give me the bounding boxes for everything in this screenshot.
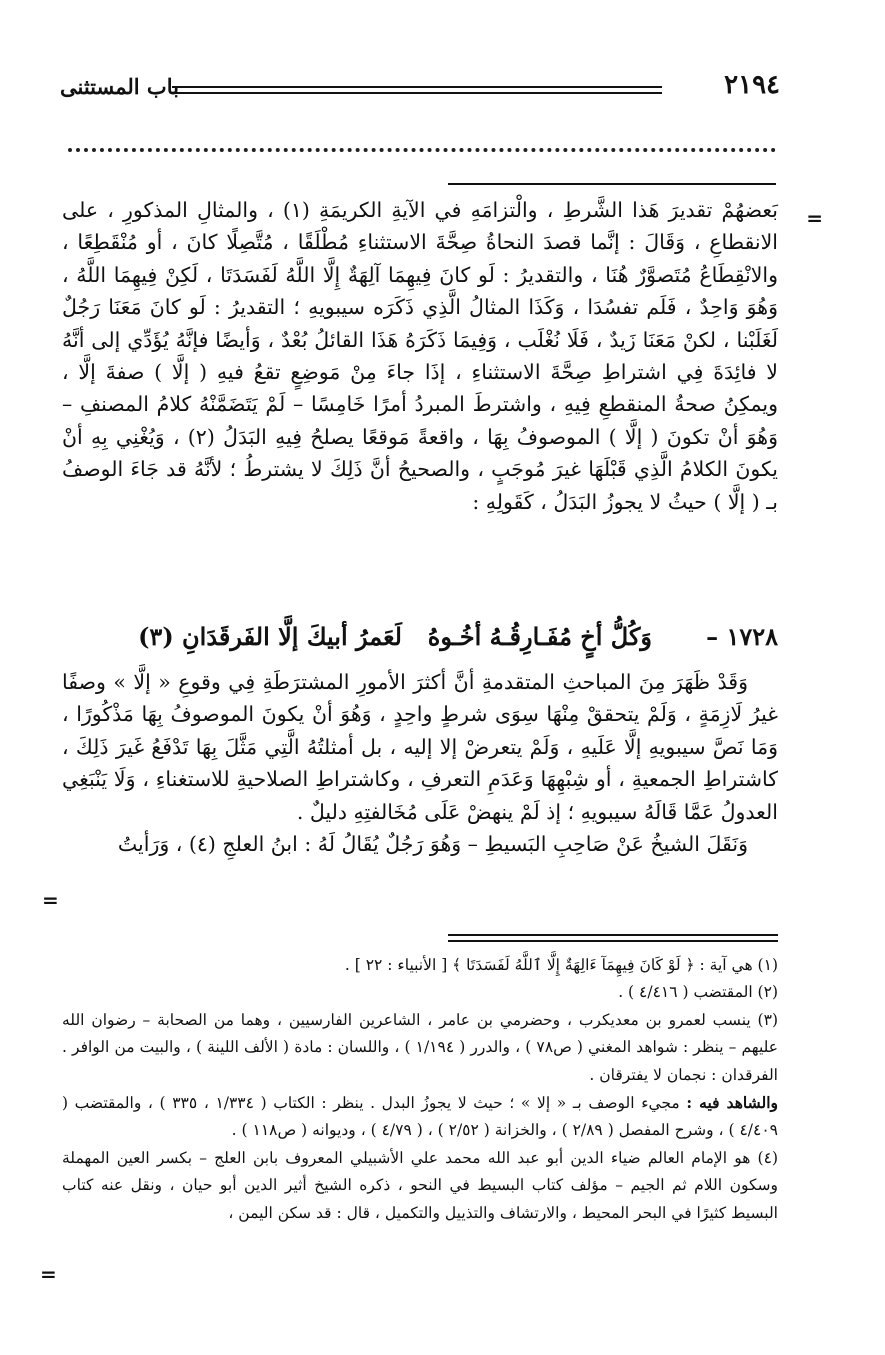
footnote-1: (١) هي آية : ﴿ لَوْ كَانَ فِيهِمَآ ءَالِهَةٌ إِلَّا ٱللَّهُ لَفَسَدَتَا ﴾ [ الأنبياء : ٢٢ ] . (344, 956, 778, 974)
witness-text: مجيء الوصف بـ « إلا » ؛ حيث لا يجوزُ البدل . ينظر : الكتاب ( ١/٣٣٤ ، ٣٣٥ ) ، والمقتضب ( ٤/٤٠٩ ) ، وشرح المفصل ( ٢/٨٩ ) ، والخزانة ( ٢/٥٢ ) ، ( ٤/٧٩ ) ، وديوانه ( ص١١٨ ) . (62, 1094, 778, 1140)
paragraph-2: وَقَدْ ظَهَرَ مِنَ المباحثِ المتقدمةِ أنَّ أكثرَ الأمورِ المشترَطَةِ فِي وقوعِ « إلَّا » وصفًا غيرُ لَازِمَةٍ ، وَلَمْ يتحققْ مِنْهَا سِوَى شرطٍ واحِدٍ ، وَهُوَ أنْ يكونَ الموصوفُ بِهَا مَذْكُورًا ، وَمَا نَصَّ سيبويهِ إلَّا عَلَيهِ ، وَلَمْ يتعرضْ إلا إليه ، بل أمثلتُهُ الَّتِي مَثَّلَ بِهَا تَدْفَعُ غَيرَ ذَلِكَ ، كاشتراطِ الجمعيةِ ، أو شِبْهِهَا وَعَدَمِ التعرفِ ، وكاشتراطِ الصلاحيةِ للاستغناءِ ، وَلَا يَنْبَغِي العدولُ عَمَّا قَالَهُ سيبويهِ ؛ إذ لَمْ ينهضْ عَلَى مُخَالفتِهِ دليلٌ . (62, 670, 778, 824)
verse-hemistich-1: وَكُلُّ أخٍ مُفَـارِقُـهُ أخُـوهُ (427, 622, 652, 651)
footnote-4: (٤) هو الإمام العالم ضياء الدين أبو عبد الله محمد علي الأشبيلي المعروف بابن العلج – بكسر العين المهملة وسكون اللام ثم الجيم – مؤلف كتاب البسيط في النحو ، ذكره الشيخ أثير الدين أبو حيان ، ونقل عنه كتاب البسيط كثيرًا في البحر المحيط ، والارتشاف والتذييل والتكميل ، قال : قد سكن اليمن ، (62, 1148, 778, 1222)
continuation-mark-bottom: = (42, 888, 59, 912)
poetry-verse (62, 618, 778, 662)
chapter-title: باب المستثنى (60, 74, 179, 99)
footnote-3-witness (62, 1089, 778, 1145)
section-rule (448, 183, 776, 185)
page-header (60, 70, 780, 110)
paragraph-3: وَنَقَلَ الشيخُ عَنْ صَاحِبِ البَسيطِ – وَهُوَ رَجُلٌ يُقَالُ لَهُ : ابنُ العلجِ (٤) ، وَرَأيتُ (117, 832, 748, 857)
witness-label: والشاهد فيه : (686, 1093, 778, 1113)
continuation-mark-top: = (806, 206, 823, 230)
footnotes (62, 952, 778, 1227)
header-double-rule (172, 86, 662, 94)
main-text (62, 194, 778, 518)
verse-number: ١٧٢٨ – (706, 622, 778, 651)
footnote-3: (٣) ينسب لعمرو بن معديكرب ، وحضرمي بن عامر ، الشاعرين الفارسيين ، وهما من الصحابة – رضوان الله عليهم – ينظر : شواهد المغني ( ص٧٨ ) ، والدرر ( ١/١٩٤ ) ، واللسان : مادة ( الألف اللينة ) ، والبيت من الوافر . الفرقدان : نجمان لا يفترقان . (62, 1010, 779, 1084)
footnote-separator (448, 934, 778, 942)
continuation-mark-footnote: = (40, 1262, 57, 1286)
verse-hemistich-2: لَعَمرُ أبيكَ إلَّا الفَرقَدَانِ (٣) (138, 622, 402, 651)
main-text-continued (62, 666, 778, 860)
page-number: ٢١٩٤ (724, 70, 780, 100)
dotted-separator (68, 148, 776, 160)
paragraph-1: بَعضهُمْ تقديرَ هَذا الشَّرطِ ، والْتزامَهِ في الآيةِ الكريمَةِ (١) ، والمثالِ المذكورِ ، على الانقطاعِ ، وَقَالَ : إنَّما قصدَ النحاةُ صِحَّةَ الاستثناءِ مُطْلَقًا ، مُتَّصِلًا كانَ ، أو مُنْقَطِعًا ، والانْقِطَاعُ مُتَصوَّرٌ هُنَا ، والتقديرُ : لَو كانَ فِيهِمَا آلِهَةٌ إِلَّا اللَّهُ لَفَسَدَتَا ، لَكِنْ فِيهِمَا اللَّهُ ، وَهُوَ وَاحِدٌ ، فَلَم تفسُدَا ، وَكَذَا المثالُ الَّذِي ذَكَرَه سيبويهِ ؛ التقديرُ : لَو كانَ مَعَنَا رَجُلٌ لَغَلَبْنا ، لكنْ مَعَنَا زَيدٌ ، فَلَا نُغْلَب ، وَفِيمَا ذَكَرَهُ هَذَا القائلُ بُعْدٌ ، وَأيضًا فإنَّهُ يُؤَدِّي إلى أنَّهُ لا فائِدَةَ فِي اشتراطِ صِحَّةَ الاستثناءِ ، إذَا جاءَ مِنْ مَوضِعٍ تقعُ فيهِ ( إلَّا ) صفةَ إلَّا ، ويمكِنُ صحةُ المنقطعِ فِيهِ ، واشترطَ المبردُ أمرًا خَامِسًا – لَمْ يَتَضَمَّنْهُ كلامُ المصنفِ – وَهُوَ أنْ تكونَ ( إلَّا ) الموصوفُ بِهَا ، واقعةً مَوقعًا يصلحُ فِيهِ البَدَلُ (٢) ، وَيُغْنِي بِهِ أنْ يكونَ الكلامُ الَّذِي قَبْلَهَا غيرَ مُوجَبٍ ، والصحيحُ أنَّ ذَلِكَ لا يشترطُ ؛ لأنَّهُ قد جَاءَ الوصفُ بـ ( إلَّا ) حيثُ لا يجوزُ البَدَلُ ، كَقَولِهِ : (62, 198, 778, 514)
footnote-2: (٢) المقتضب ( ٤/٤١٦ ) . (618, 983, 778, 1002)
